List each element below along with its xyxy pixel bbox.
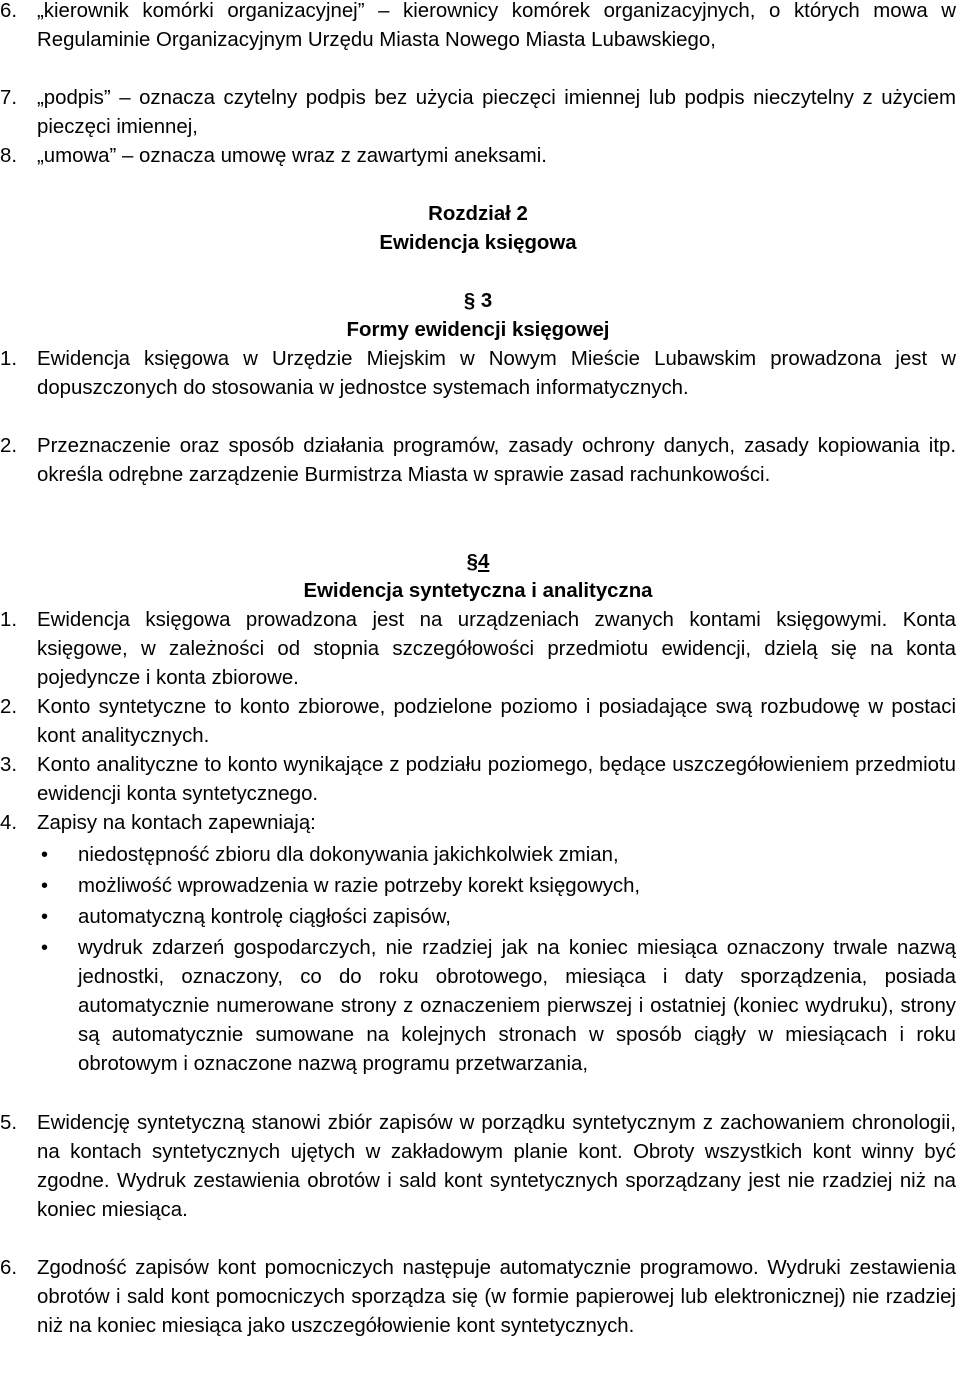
item-text: Ewidencję syntetyczną stanowi zbiór zapisów w porządku syntetycznym z zachowaniem chronologii, na kontach syntetycznych ujętych w zakładowym planie kont. Obroty wszystkich kont winny być zgodne. Wydruk zestawienia obrotów i sald kont syntetycznych sporządzany jest nie rzadziej niż na koniec miesiąca. <box>37 1112 956 1221</box>
item-text: Zapisy na kontach zapewniają: <box>37 812 316 834</box>
bullet-item-4 <box>0 934 956 1079</box>
section-4-item-5 <box>0 1109 956 1225</box>
definition-item-7 <box>0 84 956 142</box>
definition-text: „podpis” – oznacza czytelny podpis bez użycia pieczęci imiennej lub podpis nieczytelny z użyciem pieczęci imiennej, <box>37 87 956 138</box>
bullet-marker: • <box>41 875 49 897</box>
bullet-text: automatyczną kontrolę ciągłości zapisów, <box>78 906 451 928</box>
item-number: 4. <box>0 812 18 834</box>
section-4-item-1 <box>0 606 956 693</box>
item-text: Zgodność zapisów kont pomocniczych następuje automatycznie programowo. Wydruki zestawienia obrotów i sald kont pomocniczych sporządza się (w formie papierowej lub elektronicznej) nie rzadziej niż na koniec miesiąca jako uszczegółowienie kont syntetycznych. <box>37 1257 956 1337</box>
section-3-item-1 <box>0 345 956 403</box>
item-number: 6. <box>0 1257 18 1279</box>
chapter-title: Ewidencja księgowa <box>379 232 577 254</box>
bullet-marker: • <box>41 844 49 866</box>
item-number: 1. <box>0 609 18 631</box>
section-4-item-6 <box>0 1254 956 1341</box>
definition-number: 7. <box>0 87 18 109</box>
section-3-title: Formy ewidencji księgowej <box>346 319 610 341</box>
bullet-marker: • <box>41 906 49 928</box>
item-text: Przeznaczenie oraz sposób działania programów, zasady ochrony danych, zasady kopiowania itp. określa odrębne zarządzenie Burmistrza Miasta w sprawie zasad rachunkowości. <box>37 435 956 486</box>
bullet-item-3 <box>0 903 956 932</box>
item-number: 5. <box>0 1112 18 1134</box>
item-number: 2. <box>0 696 18 718</box>
item-number: 2. <box>0 435 18 457</box>
item-text: Konto syntetyczne to konto zbiorowe, podzielone poziomo i posiadające swą rozbudowę w postaci kont analitycznych. <box>37 696 956 747</box>
definition-item-6 <box>0 0 956 55</box>
bullet-item-2 <box>0 872 956 901</box>
section-symbol: § <box>463 290 476 312</box>
item-number: 3. <box>0 754 18 776</box>
chapter-number: Rozdział 2 <box>428 203 528 225</box>
definition-item-8 <box>0 142 956 171</box>
bullet-text: możliwość wprowadzenia w razie potrzeby korekt księgowych, <box>78 875 641 897</box>
section-4-heading <box>0 548 956 577</box>
definition-number: 6. <box>0 0 18 22</box>
bullet-text: wydruk zdarzeń gospodarczych, nie rzadziej jak na koniec miesiąca oznaczony trwale nazwą jednostki, oznaczony, co do roku obrotowego, miesiąca i daty sporządzenia, posiada automatycznie numerowane strony z oznaczeniem pierwszej i ostatniej (koniec wydruku), strony są automatycznie sumowane na kolejnych stronach w sposób ciągły w miesiącach i roku obrotowym i oznaczone nazwą programu przetwarzania, <box>78 937 956 1075</box>
section-4-title: Ewidencja syntetyczna i analityczna <box>303 580 653 602</box>
item-number: 1. <box>0 348 18 370</box>
item-text: Ewidencja księgowa prowadzona jest na urządzeniach zwanych kontami księgowymi. Konta księgowe, w zależności od stopnia szczegółowości przedmiotu ewidencji, dzielą się na konta pojedyncze i konta zbiorowe. <box>37 609 956 689</box>
definition-number: 8. <box>0 145 18 167</box>
section-number: 4 <box>478 551 490 573</box>
section-4-item-2 <box>0 693 956 751</box>
section-4-item-3 <box>0 751 956 809</box>
definition-text: „kierownik komórki organizacyjnej” – kierownicy komórek organizacyjnych, o których mowa w Regulaminie Organizacyjnym Urzędu Miasta Nowego Miasta Lubawskiego, <box>37 0 956 51</box>
bullet-text: niedostępność zbioru dla dokonywania jakichkolwiek zmian, <box>78 844 619 866</box>
item-text: Konto analityczne to konto wynikające z podziału poziomego, będące uszczegółowieniem przedmiotu ewidencji konta syntetycznego. <box>37 754 956 805</box>
section-symbol: § <box>466 551 478 573</box>
section-4-item-4 <box>0 809 956 838</box>
section-3-item-2 <box>0 432 956 490</box>
bullet-marker: • <box>41 937 49 959</box>
section-number: 3 <box>480 290 493 312</box>
definition-text: „umowa” – oznacza umowę wraz z zawartymi aneksami. <box>37 145 547 167</box>
bullet-item-1 <box>0 841 956 870</box>
section-3-heading <box>0 287 956 316</box>
item-text: Ewidencja księgowa w Urzędzie Miejskim w Nowym Mieście Lubawskim prowadzona jest w dopuszczonych do stosowania w jednostce systemach informatycznych. <box>37 348 956 399</box>
